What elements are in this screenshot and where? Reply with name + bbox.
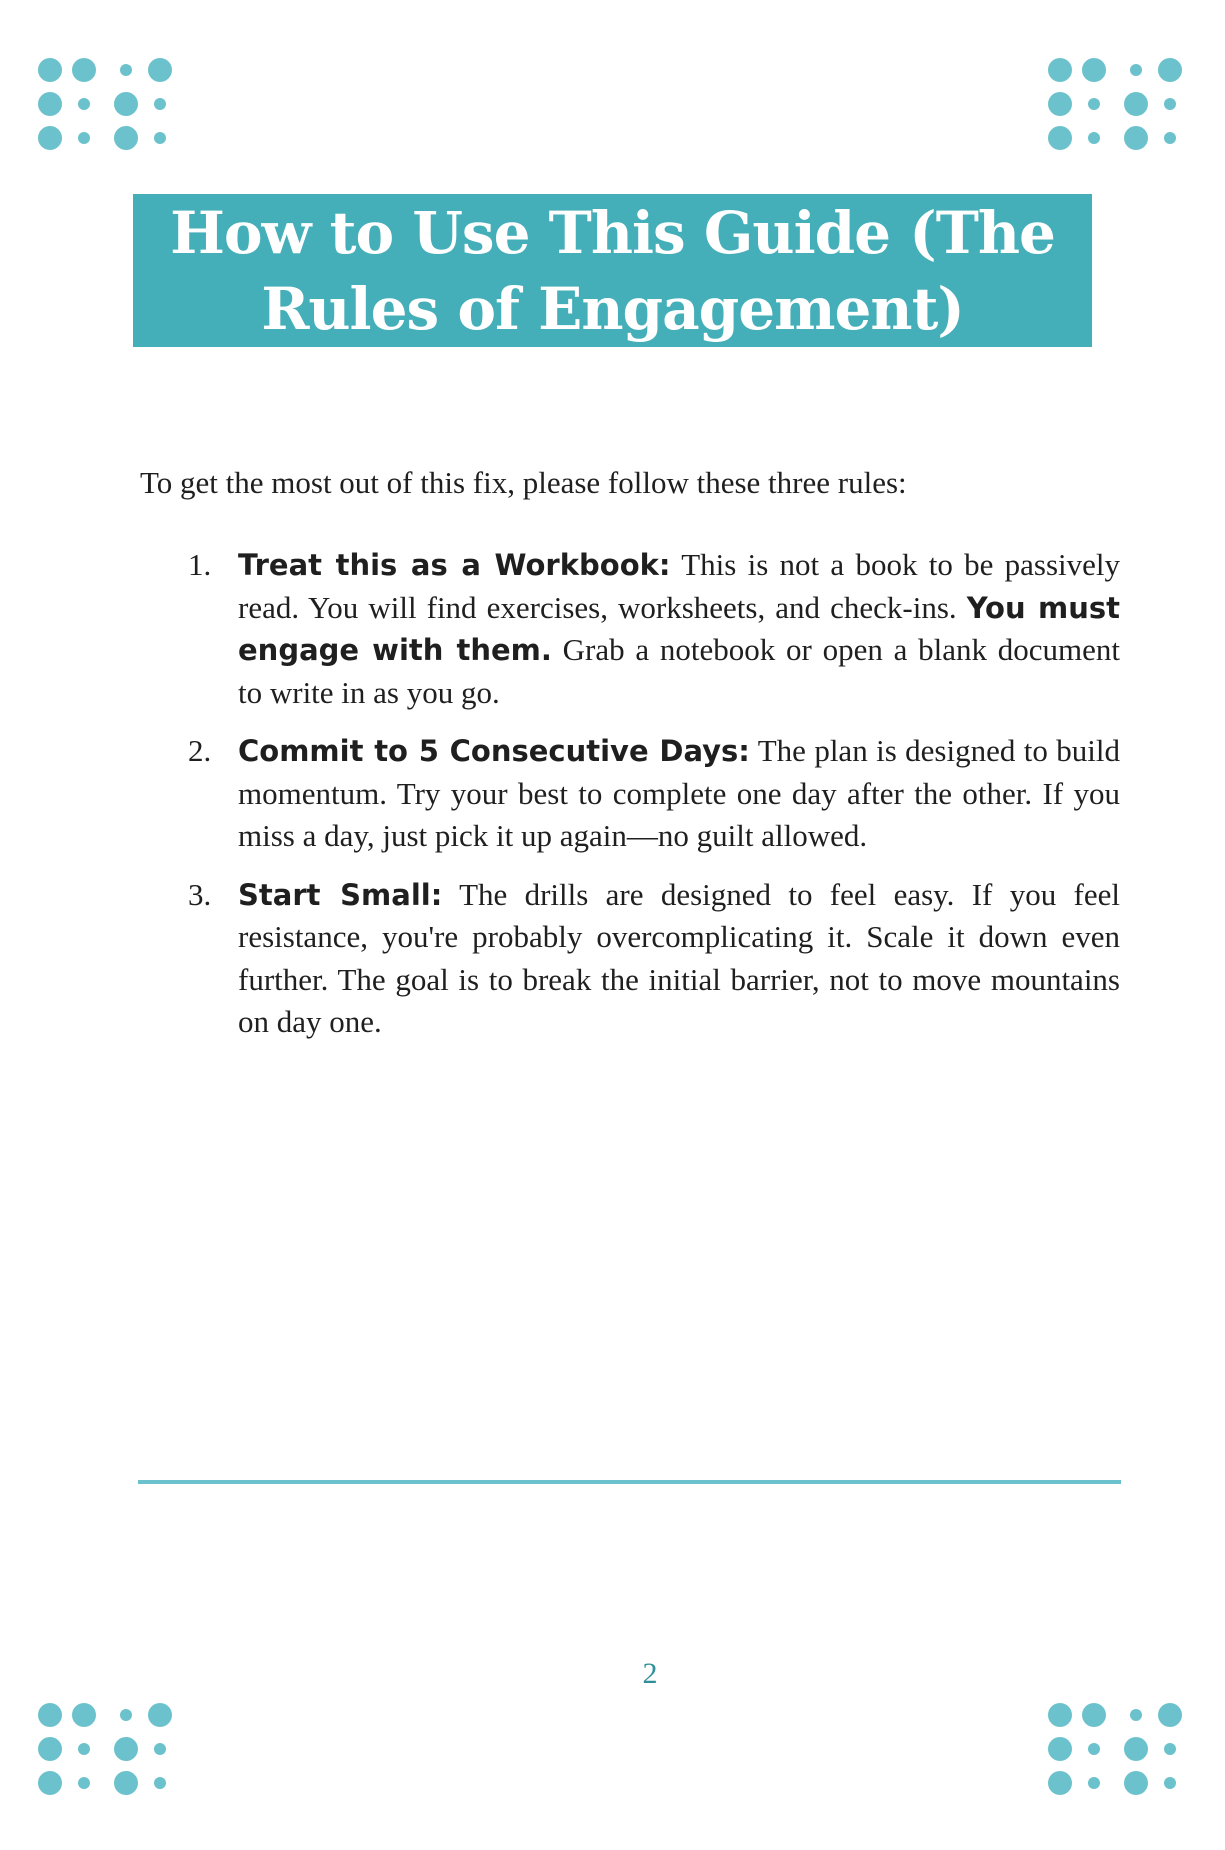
rule-item-1 <box>140 544 1120 714</box>
page-title-line-1: How to Use This Guide (The <box>170 198 1055 267</box>
dot-icon <box>1124 126 1148 150</box>
dot-icon <box>1088 1777 1100 1789</box>
rule-item-3 <box>140 874 1120 1044</box>
dot-icon <box>1164 132 1176 144</box>
dot-icon <box>148 1703 172 1727</box>
rule-text: The drills are designed to feel easy. If you feel resistance, you're probably overcomplicating it. Scale it down even further. The goal is to break the initial barrier, not to move mountains on day one. <box>238 876 1120 1039</box>
dot-icon <box>1164 98 1176 110</box>
dot-icon <box>1048 92 1072 116</box>
decorative-dots-bottom-left <box>38 1703 178 1803</box>
dot-icon <box>1082 58 1106 82</box>
dot-icon <box>1130 1709 1142 1721</box>
rule-text: The plan is designed to build momentum. Try your best to complete one day after the other. If you miss a day, just pick it up again—no guilt allowed. <box>238 733 1120 853</box>
rule-emphasis: You must engage with them. <box>238 590 1120 667</box>
dot-icon <box>114 126 138 150</box>
dot-icon <box>154 1743 166 1755</box>
title-banner <box>133 194 1092 347</box>
rule-number: 3. <box>188 876 212 912</box>
dot-icon <box>1048 1703 1072 1727</box>
dot-icon <box>1158 58 1182 82</box>
rule-text-after: Grab a notebook or open a blank document to write in as you go. <box>238 632 1120 710</box>
dot-icon <box>1088 1743 1100 1755</box>
dot-icon <box>114 1737 138 1761</box>
intro-paragraph: To get the most out of this fix, please follow these three rules: <box>140 465 907 500</box>
dot-icon <box>38 92 62 116</box>
rule-heading: Commit to 5 Consecutive Days: <box>238 734 750 768</box>
dot-icon <box>1124 1771 1148 1795</box>
dot-icon <box>78 98 90 110</box>
dot-icon <box>38 126 62 150</box>
dot-icon <box>38 1737 62 1761</box>
dot-icon <box>120 1709 132 1721</box>
dot-icon <box>78 1777 90 1789</box>
dot-icon <box>38 58 62 82</box>
dot-icon <box>1164 1777 1176 1789</box>
page-title-line-2: Rules of Engagement) <box>261 274 964 343</box>
dot-icon <box>38 1703 62 1727</box>
dot-icon <box>1124 92 1148 116</box>
dot-icon <box>1088 132 1100 144</box>
rules-list <box>140 544 1120 1060</box>
page-number: 2 <box>642 1657 658 1690</box>
dot-icon <box>114 1771 138 1795</box>
dot-icon <box>72 1703 96 1727</box>
decorative-dots-top-right <box>1048 58 1188 158</box>
dot-icon <box>148 58 172 82</box>
rule-item-2 <box>140 730 1120 858</box>
rule-number: 1. <box>188 547 212 582</box>
dot-icon <box>72 58 96 82</box>
rule-text: This is not a book to be passively read. You will find exercises, worksheets, and check-ins. <box>238 547 1120 625</box>
dot-icon <box>1158 1703 1182 1727</box>
dot-icon <box>1088 98 1100 110</box>
dot-icon <box>1082 1703 1106 1727</box>
dot-icon <box>1124 1737 1148 1761</box>
dot-icon <box>1164 1743 1176 1755</box>
dot-icon <box>120 64 132 76</box>
dot-icon <box>1048 58 1072 82</box>
dot-icon <box>78 132 90 144</box>
dot-icon <box>154 1777 166 1789</box>
page-title <box>170 195 1055 347</box>
dot-icon <box>154 132 166 144</box>
rule-heading: Treat this as a Workbook: <box>238 548 671 582</box>
dot-icon <box>1048 1771 1072 1795</box>
rule-number: 2. <box>188 733 212 768</box>
dot-icon <box>154 98 166 110</box>
dot-icon <box>114 92 138 116</box>
dot-icon <box>78 1743 90 1755</box>
decorative-dots-bottom-right <box>1048 1703 1188 1803</box>
decorative-dots-top-left <box>38 58 178 158</box>
dot-icon <box>1048 126 1072 150</box>
dot-icon <box>38 1771 62 1795</box>
section-divider <box>138 1480 1121 1484</box>
rule-heading: Start Small: <box>238 877 443 912</box>
dot-icon <box>1130 64 1142 76</box>
dot-icon <box>1048 1737 1072 1761</box>
